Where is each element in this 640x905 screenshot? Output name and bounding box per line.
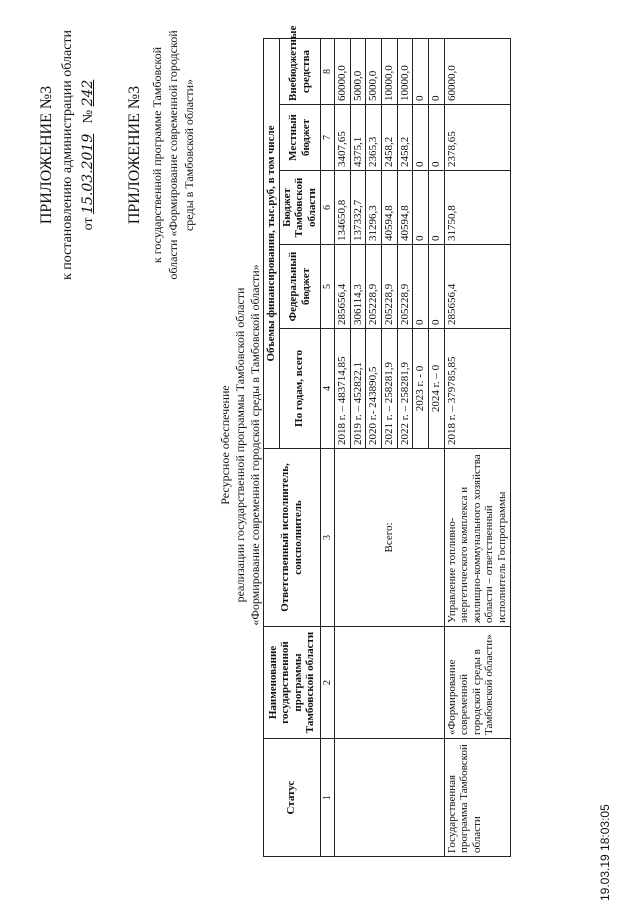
regional-cell: 31750,8	[444, 171, 510, 245]
program-ref-2: области «Формирование современной городской	[166, 30, 180, 280]
extra-cell: 5000,0	[366, 38, 382, 104]
header-extra: Внебюджетные средства	[279, 38, 320, 104]
regional-cell: 0	[413, 171, 429, 245]
year-cell: 2024 г. – 0	[428, 329, 444, 449]
local-cell: 4375,1	[350, 105, 366, 171]
extra-cell: 0	[428, 38, 444, 104]
decree-date: 15.03.2019	[80, 133, 96, 214]
header-program-name: Наименование государственной программы Тамбовской области	[264, 627, 321, 739]
extra-cell: 60000,0	[444, 38, 510, 104]
header-local: Местный бюджет	[279, 105, 320, 171]
appendix-title: ПРИЛОЖЕНИЕ №3	[38, 85, 55, 225]
extra-cell: 10000,0	[397, 38, 413, 104]
local-cell: 0	[428, 105, 444, 171]
decree-date-line	[80, 5, 97, 305]
year-cell: 2018 г. – 379785,85	[444, 329, 510, 449]
federal-cell: 205228,9	[366, 245, 382, 329]
header-federal: Федеральный бюджет	[279, 245, 320, 329]
extra-cell: 0	[413, 38, 429, 104]
print-timestamp: 19.03.19 18:03:05	[598, 804, 612, 901]
header-funding-group: Объемы финансирования, тыс.руб, в том числе	[264, 38, 280, 448]
federal-cell: 0	[413, 245, 429, 329]
year-cell: 2019 г. – 452822,1	[350, 329, 366, 449]
local-cell: 2378,65	[444, 105, 510, 171]
decree-line: к постановлению администрации области	[60, 29, 75, 281]
program-row	[444, 38, 510, 856]
table-row	[335, 38, 351, 856]
program-status: Государственная программа Тамбовской области	[444, 739, 510, 857]
col-num: 4	[320, 329, 335, 449]
resource-table	[263, 25, 511, 857]
extra-cell: 5000,0	[350, 38, 366, 104]
federal-cell: 205228,9	[397, 245, 413, 329]
regional-cell: 137332,7	[350, 171, 366, 245]
regional-cell: 134650,8	[335, 171, 351, 245]
number-prefix: №	[81, 109, 96, 124]
federal-cell: 205228,9	[381, 245, 397, 329]
header-regional: Бюджет Тамбовской области	[279, 171, 320, 245]
local-cell: 3407,65	[335, 105, 351, 171]
col-num: 1	[320, 739, 335, 857]
doc-title-1: Ресурсное обеспечение	[218, 385, 232, 505]
local-cell: 2458,2	[381, 105, 397, 171]
header-by-years: По годам, всего	[279, 329, 320, 449]
extra-cell: 10000,0	[381, 38, 397, 104]
decree-number: 242	[80, 79, 96, 107]
program-name: «Формирование современной городской среды в Тамбовской области»	[444, 627, 510, 739]
federal-cell: 285656,4	[335, 245, 351, 329]
federal-cell: 0	[428, 245, 444, 329]
doc-title-2: реализации государственной программы Тамбовской области	[233, 287, 247, 603]
year-cell: 2023 г. - 0	[413, 329, 429, 449]
doc-title-3: «Формирование современной городской среды в Тамбовской области»	[248, 264, 262, 626]
program-ref-1: к государственной программе Тамбовской	[150, 46, 164, 264]
local-cell: 0	[413, 105, 429, 171]
year-cell: 2018 г. – 483714,85	[335, 329, 351, 449]
total-status-cell	[335, 739, 444, 857]
year-cell: 2021 г. – 258281,9	[381, 329, 397, 449]
header-status: Статус	[264, 739, 321, 857]
header-executor: Ответственный исполнитель, соисполнитель	[264, 449, 321, 627]
appendix-second-title: ПРИЛОЖЕНИЕ №3	[126, 85, 143, 225]
total-name-cell	[335, 627, 444, 739]
program-executor: Управление топливно-энергетического комплекса и жилищно-коммунального хозяйства области – ответственный исполнитель Госпрограммы	[444, 449, 510, 627]
col-num: 5	[320, 245, 335, 329]
col-num: 2	[320, 627, 335, 739]
year-cell: 2022 г. – 258281,9	[397, 329, 413, 449]
col-num: 8	[320, 38, 335, 104]
col-num: 6	[320, 171, 335, 245]
local-cell: 2365,3	[366, 105, 382, 171]
total-label: Всего:	[335, 449, 444, 627]
col-num: 3	[320, 449, 335, 627]
regional-cell: 40594,8	[381, 171, 397, 245]
regional-cell: 31296,3	[366, 171, 382, 245]
year-cell: 2020 г.- 243890,5	[366, 329, 382, 449]
column-numbers-row	[320, 38, 335, 856]
extra-cell: 60000,0	[335, 38, 351, 104]
regional-cell: 40594,8	[397, 171, 413, 245]
federal-cell: 285656,4	[444, 245, 510, 329]
local-cell: 2458,2	[397, 105, 413, 171]
date-prefix: от	[81, 217, 96, 231]
federal-cell: 306114,3	[350, 245, 366, 329]
regional-cell: 0	[428, 171, 444, 245]
col-num: 7	[320, 105, 335, 171]
program-ref-3: среды в Тамбовской области»	[182, 78, 196, 232]
